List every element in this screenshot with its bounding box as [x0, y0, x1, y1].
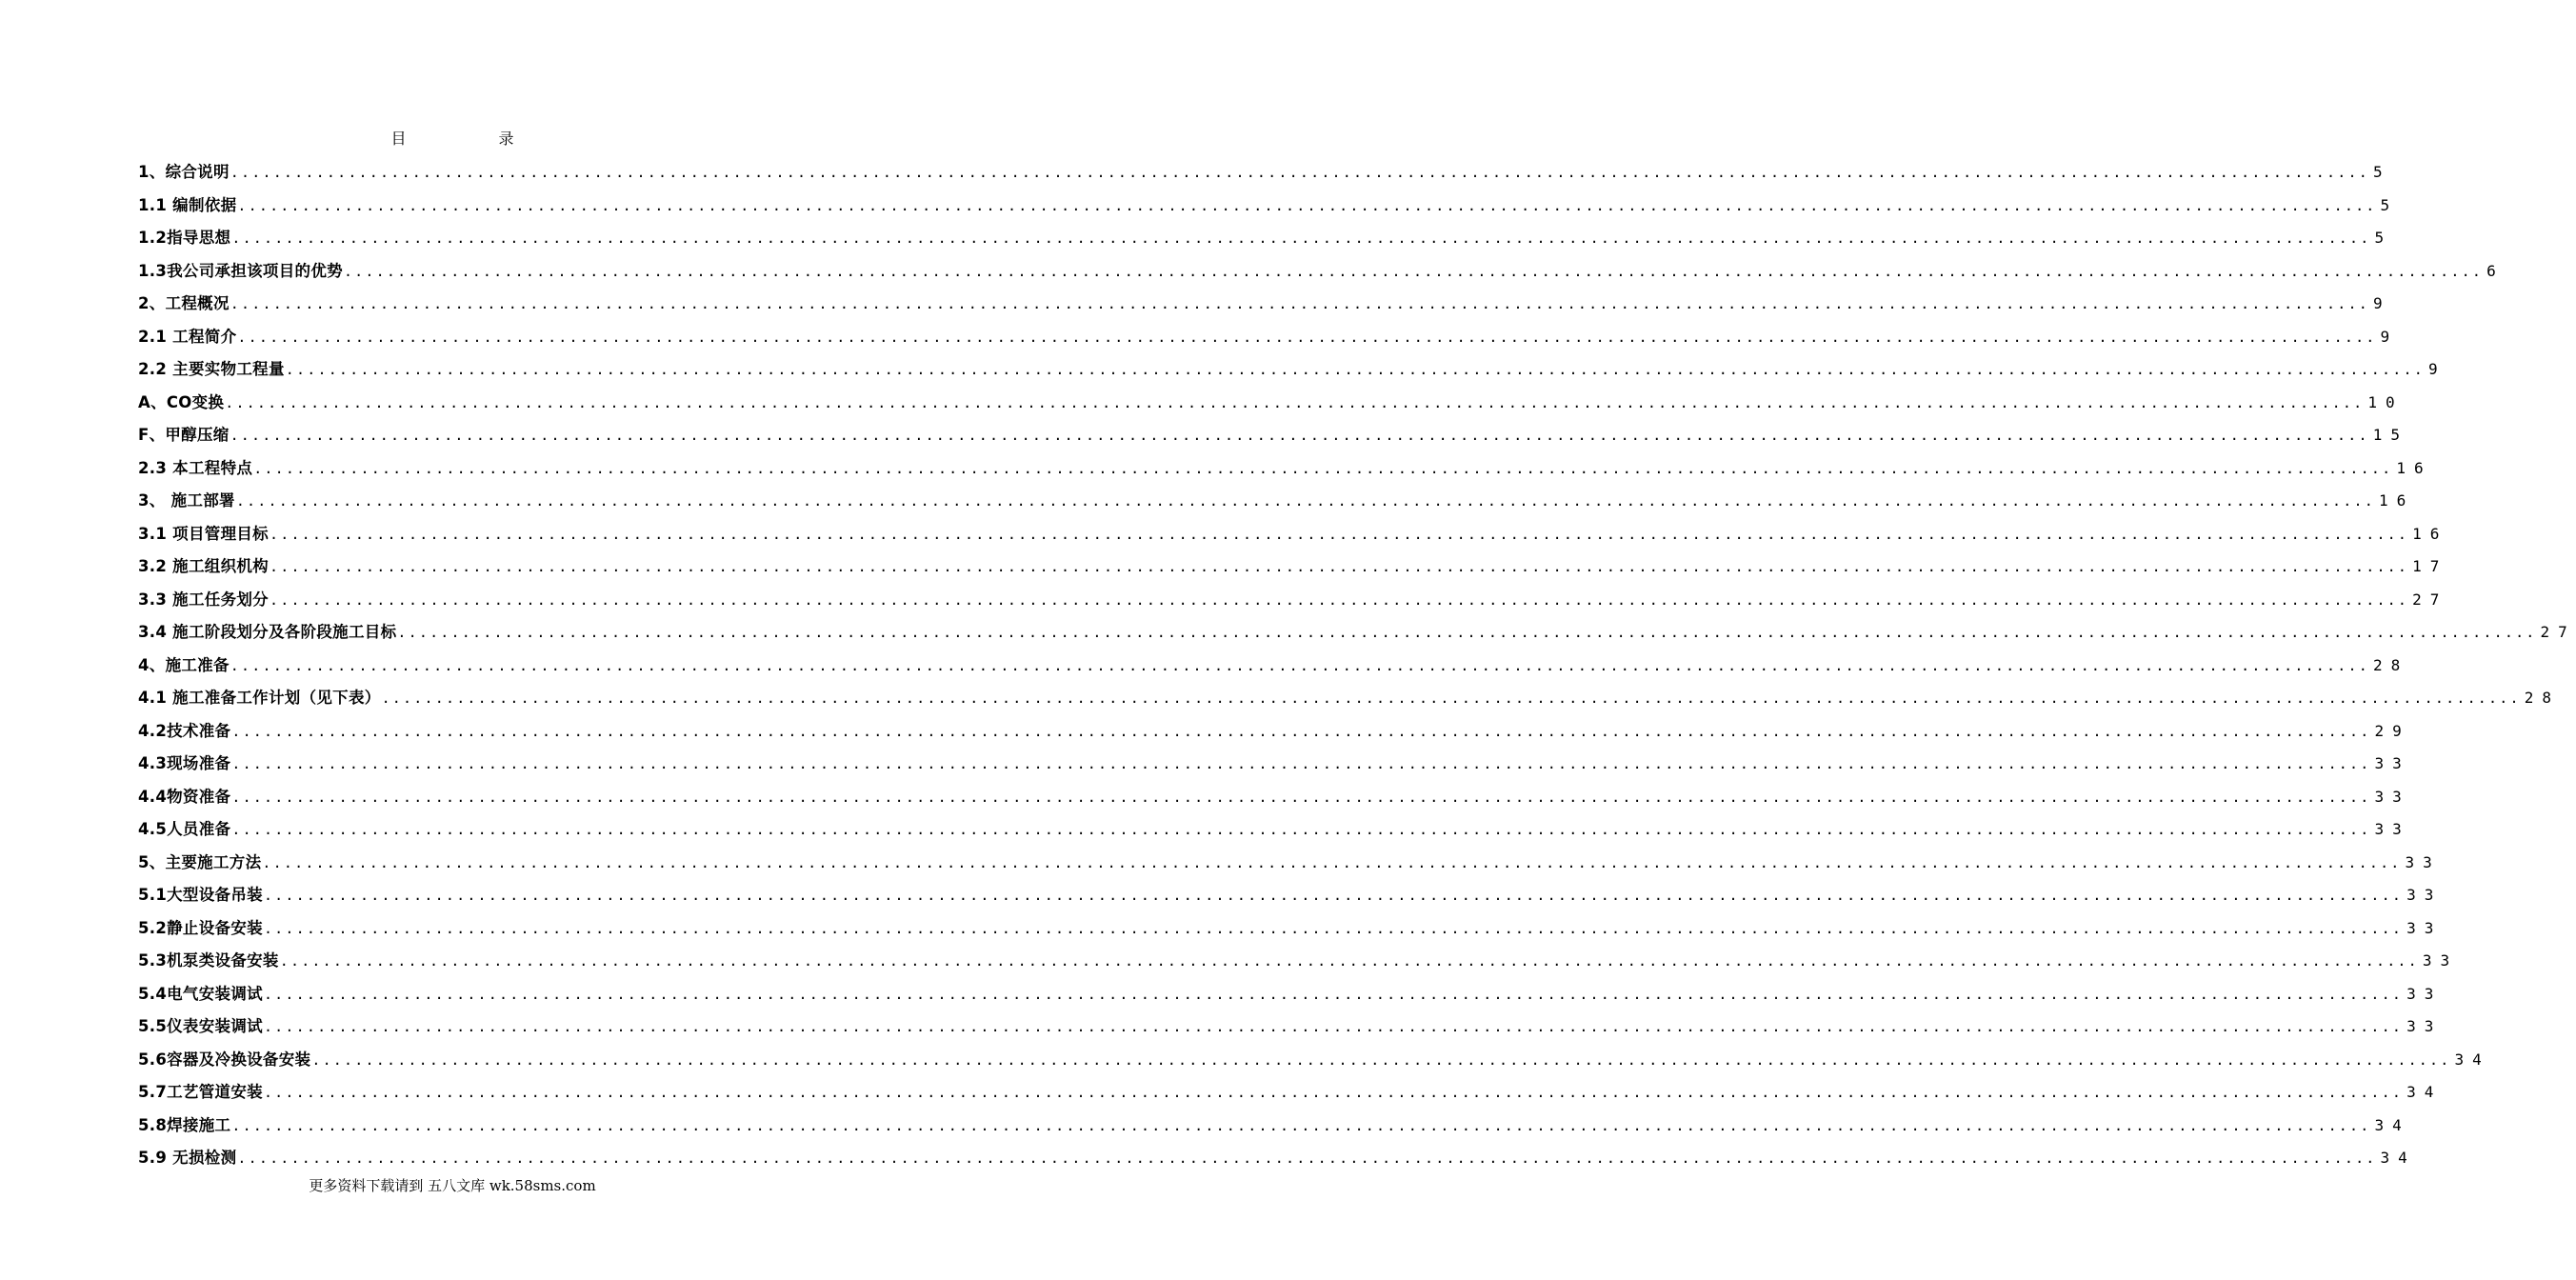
toc-leader-dots: ........................................................................................................................................................................................................ [230, 295, 2369, 312]
toc-entry-label: 3.2 施工组织机构 [138, 557, 269, 575]
toc-entry[interactable] [138, 1010, 2443, 1044]
toc-leader-dots: ........................................................................................................................................................................................................ [231, 722, 2371, 740]
toc-entry-label: 5.9 无损检测 [138, 1149, 237, 1167]
toc-entry-page-number: 33 [2405, 852, 2441, 871]
toc-entry[interactable] [138, 1110, 2410, 1143]
toc-entry-label: 4.3现场准备 [138, 754, 231, 772]
table-of-contents [138, 156, 2576, 1175]
toc-entry[interactable] [138, 584, 2448, 617]
toc-leader-dots: ........................................................................................................................................................................................................ [343, 262, 2484, 280]
toc-leader-dots: ........................................................................................................................................................................................................ [269, 525, 2409, 543]
toc-entry[interactable] [138, 222, 2393, 255]
toc-entry-page-number: 6 [2486, 261, 2505, 280]
toc-entry-label: 4.2技术准备 [138, 721, 231, 740]
toc-leader-dots: ........................................................................................................................................................................................................ [263, 1084, 2404, 1101]
toc-leader-dots: ........................................................................................................................................................................................................ [235, 492, 2375, 510]
toc-leader-dots: ........................................................................................................................................................................................................ [230, 656, 2369, 674]
toc-entry[interactable] [138, 485, 2415, 518]
toc-leader-dots: ........................................................................................................................................................................................................ [237, 196, 2377, 214]
toc-entry-page-number: 33 [2374, 787, 2410, 806]
toc-entry-page-number: 16 [2412, 524, 2448, 543]
footer-text: 更多资料下载请到 五八文库 wk.58sms.com [309, 1177, 596, 1194]
toc-entry-label: 2.3 本工程特点 [138, 458, 253, 477]
toc-entry-label: 5.5仪表安装调试 [138, 1017, 263, 1035]
toc-entry[interactable] [138, 190, 2399, 223]
toc-leader-dots: ........................................................................................................................................................................................................ [230, 164, 2369, 181]
toc-entry-label: 2.1 工程简介 [138, 327, 237, 346]
toc-entry-label: 3.1 项目管理目标 [138, 524, 269, 543]
toc-entry[interactable] [138, 353, 2446, 387]
toc-entry-page-number: 16 [2396, 458, 2432, 477]
toc-entry-label: 1.2指导思想 [138, 229, 231, 247]
toc-leader-dots: ........................................................................................................................................................................................................ [253, 459, 2393, 477]
toc-entry-label: 3、 施工部署 [138, 491, 235, 510]
toc-entry-page-number: 33 [2406, 1017, 2443, 1035]
toc-entry[interactable] [138, 978, 2443, 1011]
toc-leader-dots: ........................................................................................................................................................................................................ [231, 821, 2371, 838]
toc-entry-page-number: 33 [2406, 886, 2443, 904]
toc-entry-page-number: 28 [2524, 689, 2560, 707]
toc-entry-page-number: 9 [2380, 327, 2399, 346]
toc-leader-dots: ........................................................................................................................................................................................................ [237, 1150, 2377, 1167]
toc-entry[interactable] [138, 156, 2391, 190]
toc-entry-label: 5.2静止设备安装 [138, 918, 263, 937]
toc-leader-dots: ........................................................................................................................................................................................................ [231, 788, 2371, 806]
toc-entry-page-number: 10 [2367, 392, 2404, 411]
toc-entry-page-number: 33 [2374, 820, 2410, 838]
toc-entry-label: 2.2 主要实物工程量 [138, 360, 285, 378]
toc-entry-page-number: 27 [2540, 623, 2576, 641]
toc-entry[interactable] [138, 616, 2576, 650]
toc-entry-label: 5.7工艺管道安装 [138, 1083, 263, 1101]
toc-entry-page-number: 34 [2374, 1115, 2410, 1134]
toc-entry-page-number: 5 [2372, 163, 2391, 181]
toc-entry-label: 5.8焊接施工 [138, 1115, 231, 1134]
toc-entry-label: 4.5人员准备 [138, 820, 231, 838]
toc-entry-page-number: 5 [2380, 195, 2399, 214]
toc-entry[interactable] [138, 288, 2391, 321]
toc-leader-dots: ........................................................................................................................................................................................................ [263, 985, 2404, 1003]
toc-entry[interactable] [138, 518, 2448, 551]
toc-entry-page-number: 33 [2406, 984, 2443, 1003]
toc-entry-page-number: 33 [2374, 754, 2410, 772]
toc-entry-label: 1.3我公司承担该项目的优势 [138, 261, 343, 280]
toc-leader-dots: ........................................................................................................................................................................................................ [231, 1116, 2371, 1134]
toc-entry-page-number: 9 [2372, 294, 2391, 312]
toc-entry-label: 5、主要施工方法 [138, 852, 262, 871]
toc-entry-page-number: 34 [2454, 1050, 2490, 1069]
toc-entry-label: 3.3 施工任务划分 [138, 590, 269, 609]
toc-leader-dots: ........................................................................................................................................................................................................ [381, 690, 2521, 707]
toc-entry-label: 5.6容器及冷换设备安装 [138, 1050, 311, 1069]
toc-entry-label: 5.1大型设备吊装 [138, 886, 263, 904]
toc-leader-dots: ........................................................................................................................................................................................................ [311, 1050, 2451, 1069]
toc-leader-dots: ........................................................................................................................................................................................................ [269, 558, 2409, 575]
toc-entry-page-number: 16 [2378, 491, 2415, 510]
toc-leader-dots: ........................................................................................................................................................................................................ [237, 328, 2377, 346]
toc-entry-label: 3.4 施工阶段划分及各阶段施工目标 [138, 623, 397, 641]
toc-entry[interactable] [138, 682, 2560, 715]
toc-entry-label: 4.4物资准备 [138, 787, 231, 806]
toc-entry-label: A、CO变换 [138, 392, 225, 411]
toc-leader-dots: ........................................................................................................................................................................................................ [225, 393, 2365, 411]
toc-leader-dots: ........................................................................................................................................................................................................ [397, 624, 2537, 641]
toc-entry-label: 5.3机泵类设备安装 [138, 951, 279, 970]
toc-entry-page-number: 34 [2406, 1083, 2443, 1101]
toc-leader-dots: ........................................................................................................................................................................................................ [263, 1018, 2404, 1035]
toc-entry-page-number: 34 [2380, 1149, 2416, 1167]
toc-entry-label: 1、综合说明 [138, 163, 230, 181]
toc-leader-dots: ........................................................................................................................................................................................................ [279, 952, 2419, 970]
toc-leader-dots: ........................................................................................................................................................................................................ [231, 755, 2371, 772]
toc-entry[interactable] [138, 321, 2399, 354]
toc-entry-page-number: 5 [2374, 229, 2393, 247]
toc-leader-dots: ........................................................................................................................................................................................................ [230, 427, 2369, 444]
toc-leader-dots: ........................................................................................................................................................................................................ [231, 230, 2371, 247]
toc-entry-label: 5.4电气安装调试 [138, 984, 263, 1003]
toc-entry[interactable] [138, 781, 2410, 814]
toc-entry[interactable] [138, 813, 2410, 847]
toc-entry[interactable] [138, 419, 2408, 452]
toc-leader-dots: ........................................................................................................................................................................................................ [262, 853, 2402, 871]
toc-leader-dots: ........................................................................................................................................................................................................ [263, 887, 2404, 904]
toc-entry[interactable] [138, 255, 2505, 289]
toc-entry-page-number: 9 [2427, 360, 2446, 378]
toc-entry-label: 1.1 编制依据 [138, 195, 237, 214]
toc-entry[interactable] [138, 945, 2459, 978]
toc-leader-dots: ........................................................................................................................................................................................................ [263, 919, 2404, 937]
toc-leader-dots: ........................................................................................................................................................................................................ [285, 361, 2425, 378]
toc-entry[interactable] [138, 847, 2441, 880]
toc-entry[interactable] [138, 1142, 2416, 1175]
toc-entry[interactable] [138, 1076, 2443, 1110]
toc-entry-label: 4.1 施工准备工作计划（见下表） [138, 689, 381, 707]
toc-entry[interactable] [138, 452, 2432, 486]
toc-entry-page-number: 15 [2372, 426, 2408, 444]
toc-entry-page-number: 33 [2422, 951, 2459, 970]
toc-entry[interactable] [138, 715, 2410, 749]
toc-entry[interactable] [138, 1044, 2490, 1077]
toc-entry-page-number: 27 [2412, 590, 2448, 609]
toc-entry[interactable] [138, 912, 2443, 946]
toc-entry-page-number: 29 [2374, 721, 2410, 740]
toc-entry[interactable] [138, 879, 2443, 912]
toc-entry-label: 4、施工准备 [138, 655, 230, 674]
toc-leader-dots: ........................................................................................................................................................................................................ [269, 590, 2409, 609]
toc-entry-label: F、甲醇压缩 [138, 426, 230, 444]
toc-entry-page-number: 28 [2372, 655, 2409, 674]
toc-entry[interactable] [138, 387, 2404, 420]
toc-entry-label: 2、工程概况 [138, 294, 230, 312]
toc-entry-page-number: 33 [2406, 918, 2443, 937]
toc-entry[interactable] [138, 748, 2410, 781]
toc-entry-page-number: 17 [2412, 557, 2448, 575]
toc-title: 目 录 [390, 130, 558, 148]
toc-entry[interactable] [138, 550, 2448, 584]
toc-entry[interactable] [138, 650, 2409, 683]
